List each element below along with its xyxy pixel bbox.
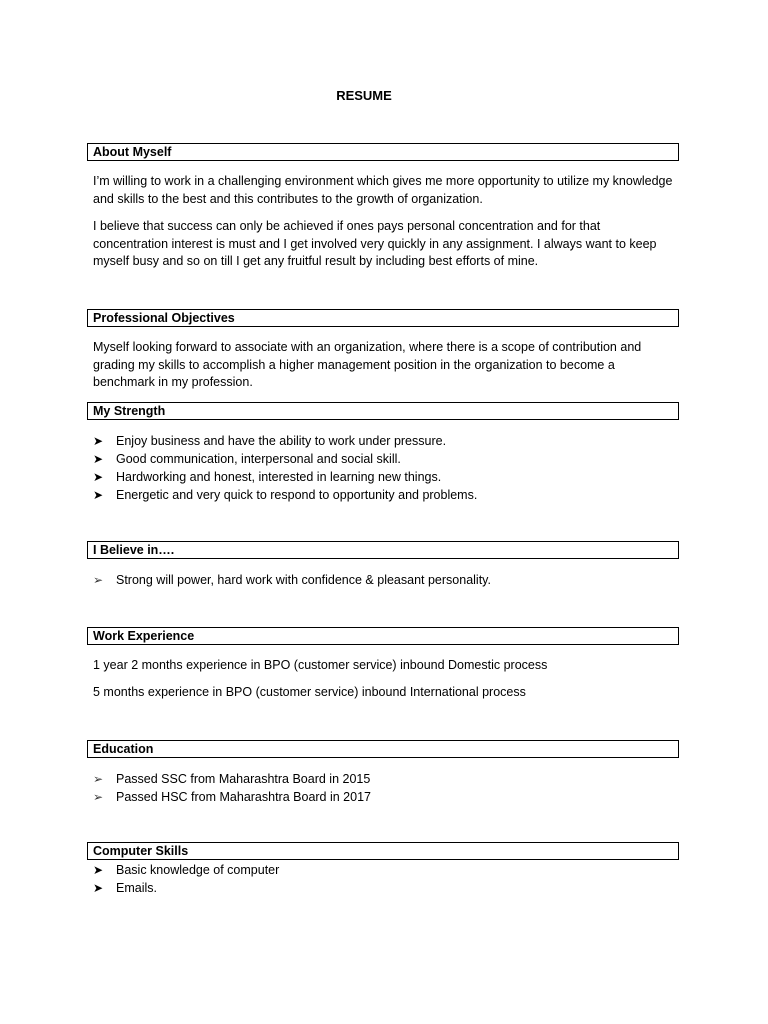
arrow-bullet-icon: ➤ [93, 488, 104, 502]
open-arrow-bullet-icon: ➢ [93, 790, 104, 804]
computer-skills-heading: Computer Skills [87, 842, 679, 860]
arrow-bullet-icon: ➤ [93, 881, 104, 895]
education-list [93, 770, 673, 806]
list-item [93, 861, 673, 879]
i-believe-in-heading: I Believe in…. [87, 541, 679, 559]
objectives-paragraph: Myself looking forward to associate with an organization, where there is a scope of contribution and grading my skills to accomplish a higher management position in the organization to become a benchmark in my profession. [93, 340, 642, 389]
arrow-bullet-icon: ➤ [93, 863, 104, 877]
open-arrow-bullet-icon: ➢ [93, 772, 104, 786]
list-item [93, 571, 673, 589]
computer-skills-list [93, 861, 673, 897]
list-item [93, 432, 673, 450]
believe-list [93, 571, 673, 589]
list-item [93, 486, 673, 504]
work-experience-line-2: 5 months experience in BPO (customer service) inbound International process [93, 685, 526, 699]
list-item-text: Hardworking and honest, interested in learning new things. [116, 470, 442, 484]
list-item [93, 770, 673, 788]
list-item-text: Passed HSC from Maharashtra Board in 2017 [116, 790, 371, 804]
strength-list [93, 432, 673, 504]
arrow-bullet-icon: ➤ [93, 452, 104, 466]
about-paragraph-2: I believe that success can only be achieved if ones pays personal concentration and for that concentration interest is must and I get involved very quickly in any assignment. I always want to keep myself busy and so on till I get any fruitful result by including best efforts of mine. [93, 219, 657, 268]
list-item-text: Basic knowledge of computer [116, 863, 280, 877]
list-item-text: Passed SSC from Maharashtra Board in 2015 [116, 772, 371, 786]
list-item [93, 788, 673, 806]
list-item [93, 879, 673, 897]
arrow-bullet-icon: ➤ [93, 470, 104, 484]
about-myself-heading: About Myself [87, 143, 679, 161]
list-item-text: Strong will power, hard work with confidence & pleasant personality. [116, 573, 491, 587]
professional-objectives-heading: Professional Objectives [87, 309, 679, 327]
work-experience-heading: Work Experience [87, 627, 679, 645]
list-item [93, 468, 673, 486]
list-item-text: Energetic and very quick to respond to opportunity and problems. [116, 488, 478, 502]
list-item-text: Emails. [116, 881, 157, 895]
education-heading: Education [87, 740, 679, 758]
resume-title: RESUME [336, 88, 392, 103]
my-strength-heading: My Strength [87, 402, 679, 420]
arrow-bullet-icon: ➤ [93, 434, 104, 448]
list-item-text: Good communication, interpersonal and social skill. [116, 452, 401, 466]
about-paragraph-1: I’m willing to work in a challenging environment which gives me more opportunity to utilize my knowledge and skills to the best and this contributes to the growth of organization. [93, 174, 673, 206]
work-experience-line-1: 1 year 2 months experience in BPO (customer service) inbound Domestic process [93, 658, 548, 672]
list-item [93, 450, 673, 468]
open-arrow-bullet-icon: ➢ [93, 573, 104, 587]
list-item-text: Enjoy business and have the ability to work under pressure. [116, 434, 447, 448]
